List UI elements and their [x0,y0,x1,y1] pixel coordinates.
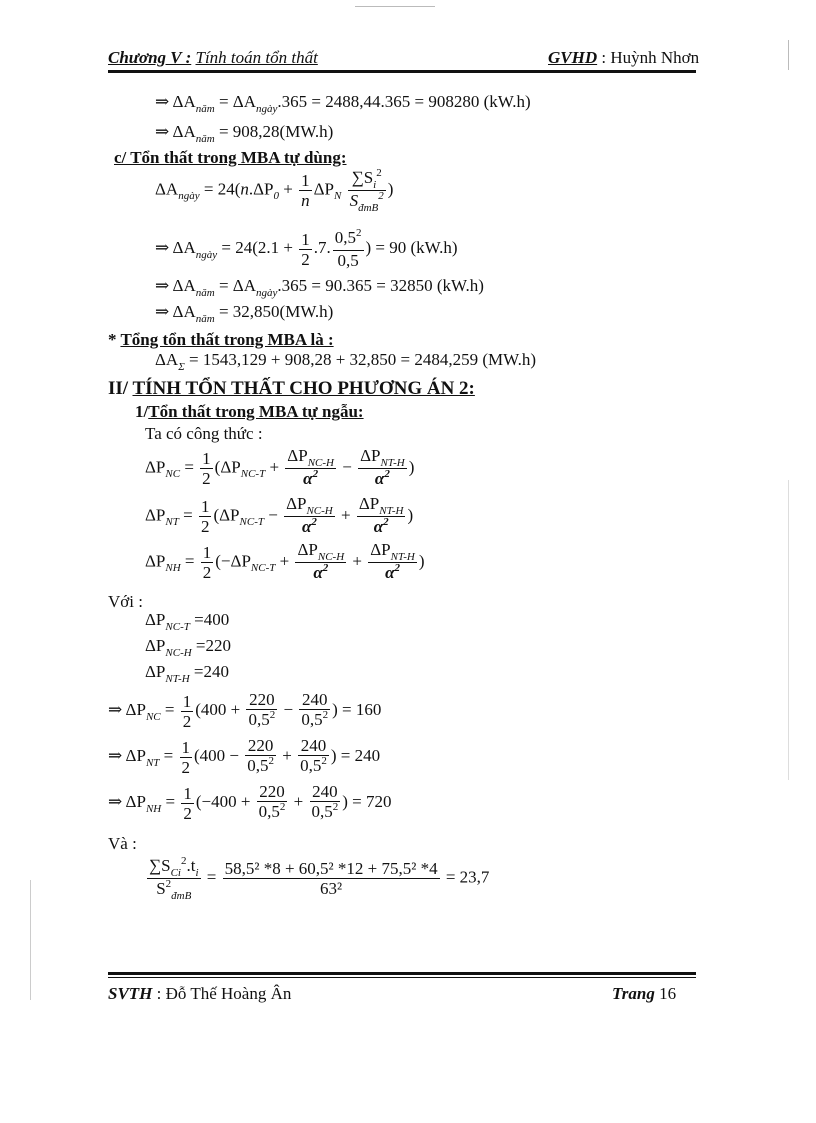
scan-mark [30,880,31,1000]
formula-pnc: $\Delta P_{NC}$ = $\frac{1}{2}$ ($\Delta P_{NC-T}$ + $\frac{\Delta P_{NC-H}}{\alpha^2}$ − $\frac{\Delta P_{NT-H}}{\alpha^2}$ ) [145,446,415,488]
footer-rule-thin [108,977,696,978]
voi-label: Với : [108,592,143,611]
header-gvhd: GVHD : Huỳnh Nhơn [548,48,700,67]
total-line: $\Delta A_\Sigma = 1543,129 + 908,28 + 32,850 = 2484,259$ (MW.h) [155,350,537,373]
result-pnc: ⇒ $\Delta P_{NC}$ = $\frac{1}{2}$ (400 + $\frac{220}{0,5^2}$ − $\frac{240}{0,5^2}$ ) = 160 [108,690,382,731]
energy-year-line: ⇒ $\Delta A_{năm} = \Delta A_{ngày}.365 = 2488,44.365 = 908280$ (kW.h) [155,92,531,115]
section-c-heading: c/ Tổn thất trong MBA tự dùng: [114,148,347,167]
scan-mark [788,480,789,780]
formula-pnh: $\Delta P_{NH}$ = $\frac{1}{2}$ ($-\Delta P_{NC-T}$ + $\frac{\Delta P_{NC-H}}{\alpha^2}$ + $\frac{\Delta P_{NT-H}}{\alpha^2}$ ) [145,540,425,582]
result-pnh: ⇒ $\Delta P_{NH}$ = $\frac{1}{2}$ (−400 + $\frac{220}{0,5^2}$ + $\frac{240}{0,5^2}$ ) = 720 [108,782,392,823]
section-II-heading: II/ TÍNH TỔN THẤT CHO PHƯƠNG ÁN 2: [108,378,475,399]
formula-pnt: $\Delta P_{NT}$ = $\frac{1}{2}$ ($\Delta P_{NC-T}$ − $\frac{\Delta P_{NC-H}}{\alpha^2}$ + $\frac{\Delta P_{NT-H}}{\alpha^2}$ ) [145,494,414,536]
va-label: Và : [108,834,137,853]
given-nch: $\Delta P_{NC-H} =220$ [145,636,232,659]
energy-year-mwh: ⇒ $\Delta A_{năm} = 908,28(MW.h)$ [155,122,334,145]
scan-mark [788,40,789,70]
footer-rule [108,972,696,975]
sum-formula: $\frac{\sum S_{Ci}^2.t_i}{S^2_{đmB}}$ = $\frac{\text{58,5² *8 + 60,5² *12 + 75,5² *4}}{\text{63²}}$ = 23,7 [149,855,490,902]
section-1-heading: 1/Tổn thất trong MBA tự ngẫu: [135,402,364,421]
given-nth: $\Delta P_{NT-H} =240$ [145,662,229,685]
header-rule [108,70,696,73]
given-nct: $\Delta P_{NC-T} =400$ [145,610,230,633]
ta-co-label: Ta có công thức : [145,424,263,443]
header-chapter: Chương V : Tính toán tổn thất [108,48,318,67]
result-pnt: ⇒ $\Delta P_{NT}$ = $\frac{1}{2}$ (400 − $\frac{220}{0,5^2}$ + $\frac{240}{0,5^2}$ ) = 240 [108,736,381,777]
total-heading: * Tổng tổn thất trong MBA là : [108,330,334,349]
footer-page: Trang 16 [612,984,677,1003]
aux-year-kwh: ⇒ $\Delta A_{năm} = \Delta A_{ngày}.365 = 90.365 = 32850$ (kW.h) [155,276,484,299]
scan-mark [355,6,435,7]
aux-year-mwh: ⇒ $\Delta A_{năm} = 32,850(MW.h)$ [155,302,334,325]
daily-loss-example: ⇒ $\Delta A_{ngày} = 24(2.1$ + $\frac{1}{2}$ .7. $\frac{0,5^2}{0,5}$ ) = 90 (kW.h) [155,227,458,270]
daily-loss-formula: $\Delta A_{ngày} = 24(n.\Delta P_0$ + $\frac{1}{n}$ $\Delta P_N$ $\frac{\sum S_i^2}{S_{đmB}^2}$ ) [155,167,394,214]
footer-svth: SVTH : Đỗ Thế Hoàng Ân [108,984,292,1003]
